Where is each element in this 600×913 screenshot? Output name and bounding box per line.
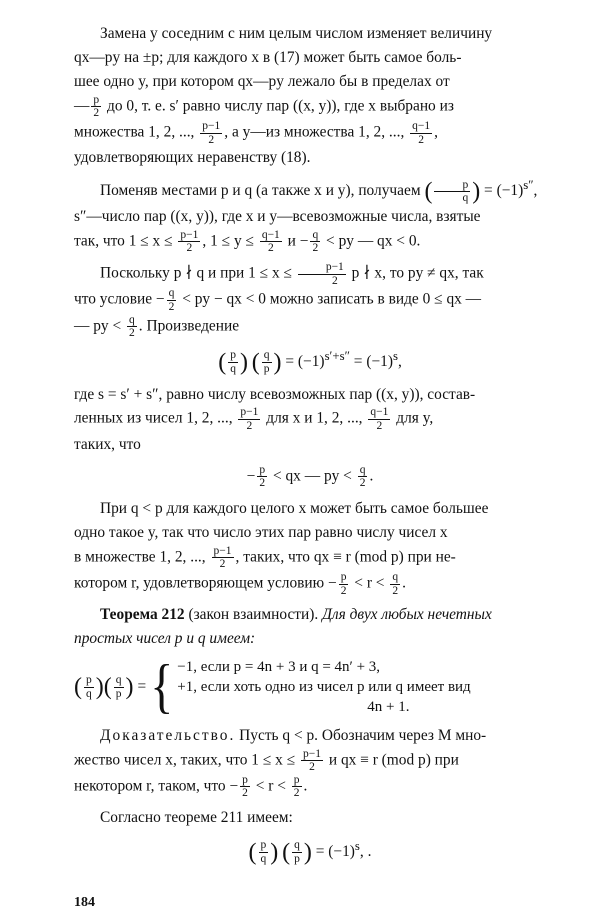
theorem-cases: ( $\frac{p}{q}$ ) ( $\frac{q}{p}$ ) = { −1, если p = 4n + 3 и q = 4n′ + 3, +1, если хоть одно из чисел p или q имеет вид 4n + 1. bbox=[74, 653, 471, 720]
theorem-212-line-2: простых чисел p и q имеем: bbox=[74, 630, 256, 648]
theorem-212: Теорема 212 (закон взаимности). Для двух любых нечетных bbox=[100, 606, 492, 624]
case-minus-one: −1, если p = 4n + 3 и q = 4n′ + 3, bbox=[177, 658, 381, 675]
paragraph-5-line-3: в множестве 1, 2, ..., $\frac{p-1}{2}$ , таких, что qx ≡ r (mod p) при не- bbox=[74, 544, 456, 571]
left-brace: { bbox=[150, 653, 174, 720]
paragraph-2-line-1: Поменяв местами p и q (а также x и y), получаем ( $\frac{p}{q}$ ) = $(-1)^{s''}$, bbox=[100, 178, 538, 205]
proof-line-2: жество чисел x, таких, что 1 ≤ x ≤ $\frac{p-1}{2}$ и qx ≡ r (mod p) при bbox=[74, 747, 459, 774]
paragraph-6: Согласно теореме 211 имеем: bbox=[100, 809, 293, 827]
paragraph-3-line-3: — py < $\frac{q}{2}$ . Произведение bbox=[74, 313, 240, 340]
paragraph-3-line-2: что условие − $\frac{q}{2}$ < py − qx < 0 можно записать в виде 0 ≤ qx — bbox=[74, 287, 482, 313]
paragraph-5-line-2: одно такое y, так что число этих пар равно числу чисел x bbox=[74, 523, 448, 541]
equation-inequality: − $\frac{p}{2}$ < qx — py < $\frac{q}{2}$ . bbox=[246, 463, 374, 490]
paragraph-5-line-4: котором r, удовлетворяющем условию − $\frac{p}{2}$ < r < $\frac{q}{2}$ . bbox=[74, 570, 406, 597]
paragraph-1-line-3: шее одно y, при котором qx—py лежало бы в пределах от bbox=[74, 72, 450, 90]
paragraph-3-line-1: Поскольку p ∤ q и при 1 ≤ x ≤ $\frac{p-1}{2}$ p ∤ x, то py ≠ qx, так bbox=[100, 260, 484, 287]
paragraph-1-line-6: удовлетворяющих неравенству (18). bbox=[74, 149, 311, 167]
paragraph-1-line-4: — $\frac{p}{2}$ до 0, т. е. s′ равно числу пар ((x, y)), где x выбрано из bbox=[74, 93, 454, 120]
paragraph-4-line-1: где s = s′ + s″, равно числу всевозможных пар ((x, y)), состав- bbox=[74, 385, 476, 403]
paragraph-4-line-2: ленных из чисел 1, 2, ..., $\frac{p-1}{2}$ для x и 1, 2, ..., $\frac{q-1}{2}$ для y, bbox=[74, 406, 434, 433]
paragraph-2-line-2: s″—число пар ((x, y)), где x и y—всевозможные числа, взятые bbox=[74, 207, 481, 225]
paragraph-4-line-3: таких, что bbox=[74, 435, 141, 453]
fraction-p-minus-1-over-2: $\frac{p-1}{2}$ bbox=[202, 119, 221, 146]
paragraph-2-line-3: так, что 1 ≤ x ≤ $\frac{p-1}{2}$ , 1 ≤ y ≤ $\frac{q-1}{2}$ и − $\frac{q}{2}$ < py — qx < 0. bbox=[74, 228, 421, 255]
equation-product: ( $\frac{p}{q}$ ) ( $\frac{q}{p}$ ) = $(-1)^{s'+s''} = (-1)^s$, bbox=[218, 348, 402, 376]
case-plus-one-cont: 4n + 1. bbox=[367, 699, 410, 716]
paragraph-1-line-1: Замена y соседним с ним целым числом изменяет величину bbox=[100, 25, 493, 42]
case-plus-one: +1, если хоть одно из чисел p или q имеет вид bbox=[177, 679, 471, 696]
page-number: 184 bbox=[74, 894, 95, 910]
paragraph-5-line-1: При q < p для каждого целого x может быть самое большее bbox=[100, 499, 489, 517]
proof-line-1: Доказательство. Пусть q < p. Обозначим через M мно- bbox=[100, 726, 487, 744]
proof-label: Доказательство. bbox=[100, 726, 236, 744]
fraction-q-minus-1-over-2: $\frac{q-1}{2}$ bbox=[412, 119, 431, 146]
paragraph-1-line-5: множества 1, 2, ..., $\frac{p-1}{2}$ , а y—из множества 1, 2, ..., $\frac{q-1}{2}$ , bbox=[74, 119, 439, 146]
equation-final: ( $\frac{p}{q}$ ) ( $\frac{q}{p}$ ) = $(-1)^s$, . bbox=[248, 838, 372, 866]
paragraph-1-line-2: qx—py на ±p; для каждого x в (17) может быть самое боль- bbox=[74, 48, 462, 66]
proof-line-3: некотором r, таком, что − $\frac{p}{2}$ < r < $\frac{p}{2}$ . bbox=[74, 773, 308, 800]
fraction-p-over-2: $\frac{p}{2}$ bbox=[93, 93, 100, 120]
theorem-title: Теорема 212 bbox=[100, 606, 185, 624]
